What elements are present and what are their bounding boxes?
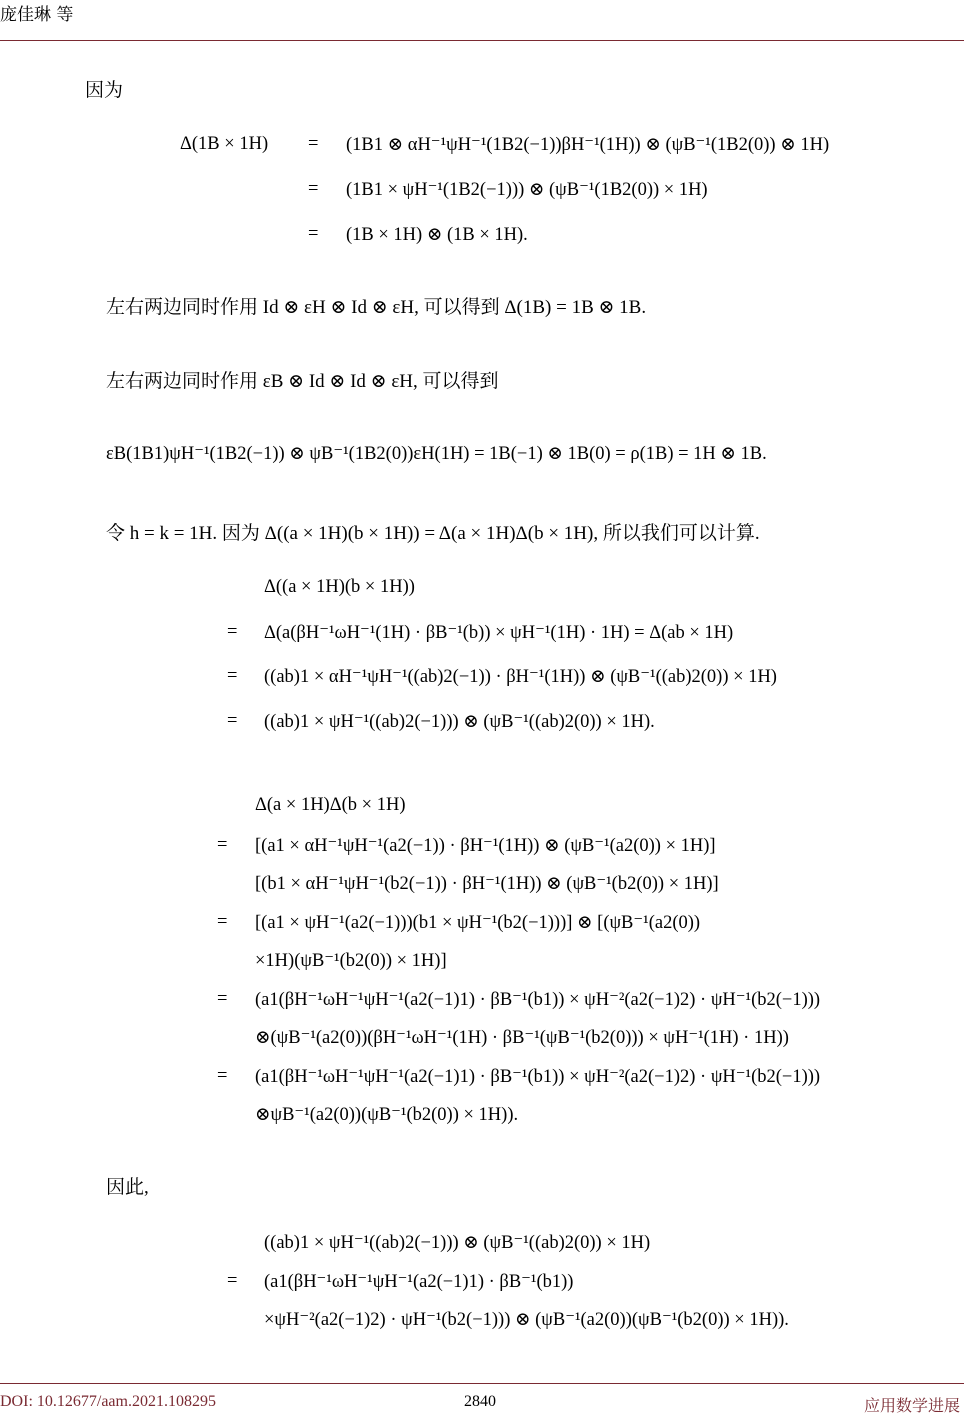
footer-rule xyxy=(0,1383,964,1384)
eq4-line-3b: ⊗(ψB⁻¹(a2(0))(βH⁻¹ωH⁻¹(1H) · βB⁻¹(ψB⁻¹(b2(0))) × ψH⁻¹(1H) · 1H)) xyxy=(255,1028,789,1048)
eq3-line-3: ((ab)1 × ψH⁻¹((ab)2(−1))) ⊗ (ψB⁻¹((ab)2(0)) × 1H). xyxy=(264,712,655,732)
eq1-lhs: Δ(1B × 1H) xyxy=(180,134,269,154)
eq4-line-1: [(a1 × αH⁻¹ψH⁻¹(a2(−1)) · βH⁻¹(1H)) ⊗ (ψB⁻¹(a2(0)) × 1H)] xyxy=(255,836,716,856)
eq5-line-1b: ×ψH⁻²(a2(−1)2) · ψH⁻¹(b2(−1))) ⊗ (ψB⁻¹(a2(0))(ψB⁻¹(b2(0)) × 1H)). xyxy=(264,1310,789,1330)
eq4-rel-3: = xyxy=(217,989,228,1009)
eq4-line-4b: ⊗ψB⁻¹(a2(0))(ψB⁻¹(b2(0)) × 1H)). xyxy=(255,1105,519,1125)
eq5-rel-1: = xyxy=(227,1271,238,1291)
eq1-row-2: (1B1 × ψH⁻¹(1B2(−1))) ⊗ (ψB⁻¹(1B2(0)) × 1H) xyxy=(346,180,708,200)
eq5-line-0: ((ab)1 × ψH⁻¹((ab)2(−1))) ⊗ (ψB⁻¹((ab)2(0)) × 1H) xyxy=(264,1233,651,1253)
eq3-rel-2: = xyxy=(227,666,238,686)
header-rule xyxy=(0,40,964,41)
eq4-rel-2: = xyxy=(217,912,228,932)
paragraph-because: 因为 xyxy=(85,80,124,101)
paragraph-apply-2: 左右两边同时作用 εB ⊗ Id ⊗ Id ⊗ εH, 可以得到 xyxy=(106,371,499,392)
eq4-line-2: [(a1 × ψH⁻¹(a2(−1)))(b1 × ψH⁻¹(b2(−1)))] ⊗ [(ψB⁻¹(a2(0)) xyxy=(255,913,701,933)
eq4-line-0: Δ(a × 1H)Δ(b × 1H) xyxy=(255,795,406,815)
eq5-line-1: (a1(βH⁻¹ωH⁻¹ψH⁻¹(a2(−1)1) · βB⁻¹(b1)) xyxy=(264,1272,574,1292)
eq1-rel-2: = xyxy=(308,179,319,199)
eq3-line-2: ((ab)1 × αH⁻¹ψH⁻¹((ab)2(−1)) · βH⁻¹(1H)) ⊗ (ψB⁻¹((ab)2(0)) × 1H) xyxy=(264,667,777,687)
footer-page-number: 2840 xyxy=(464,1393,496,1410)
eq1-row-1: (1B1 ⊗ αH⁻¹ψH⁻¹(1B2(−1))βH⁻¹(1H)) ⊗ (ψB⁻¹(1B2(0)) ⊗ 1H) xyxy=(346,135,830,155)
eq4-line-4: (a1(βH⁻¹ωH⁻¹ψH⁻¹(a2(−1)1) · βB⁻¹(b1)) × ψH⁻²(a2(−1)2) · ψH⁻¹(b2(−1))) xyxy=(255,1067,821,1087)
eq1-rel-1: = xyxy=(308,134,319,154)
paragraph-let: 令 h = k = 1H. 因为 Δ((a × 1H)(b × 1H)) = Δ(a × 1H)Δ(b × 1H), 所以我们可以计算. xyxy=(106,523,760,544)
footer-doi[interactable]: DOI: 10.12677/aam.2021.108295 xyxy=(0,1393,216,1410)
eq4-line-3: (a1(βH⁻¹ωH⁻¹ψH⁻¹(a2(−1)1) · βB⁻¹(b1)) × ψH⁻²(a2(−1)2) · ψH⁻¹(b2(−1))) xyxy=(255,990,821,1010)
eq3-rel-3: = xyxy=(227,711,238,731)
paragraph-therefore: 因此, xyxy=(106,1177,149,1198)
eq4-rel-1: = xyxy=(217,835,228,855)
running-header: 庞佳琳 等 xyxy=(0,5,74,25)
eq3-line-1: Δ(a(βH⁻¹ωH⁻¹(1H) · βB⁻¹(b)) × ψH⁻¹(1H) · 1H) = Δ(ab × 1H) xyxy=(264,623,734,643)
eq4-rel-4: = xyxy=(217,1066,228,1086)
eq1-row-3: (1B × 1H) ⊗ (1B × 1H). xyxy=(346,225,528,245)
eq3-line-0: Δ((a × 1H)(b × 1H)) xyxy=(264,577,415,597)
eq1-rel-3: = xyxy=(308,224,319,244)
footer-journal: 应用数学进展 xyxy=(863,1398,960,1415)
eq4-line-1b: [(b1 × αH⁻¹ψH⁻¹(b2(−1)) · βH⁻¹(1H)) ⊗ (ψB⁻¹(b2(0)) × 1H)] xyxy=(255,874,719,894)
equation-2: εB(1B1)ψH⁻¹(1B2(−1)) ⊗ ψB⁻¹(1B2(0))εH(1H) = 1B(−1) ⊗ 1B(0) = ρ(1B) = 1H ⊗ 1B. xyxy=(106,444,767,464)
paragraph-apply-1: 左右两边同时作用 Id ⊗ εH ⊗ Id ⊗ εH, 可以得到 Δ(1B) = 1B ⊗ 1B. xyxy=(106,297,647,318)
eq4-line-2b: ×1H)(ψB⁻¹(b2(0)) × 1H)] xyxy=(255,951,447,971)
eq3-rel-1: = xyxy=(227,622,238,642)
